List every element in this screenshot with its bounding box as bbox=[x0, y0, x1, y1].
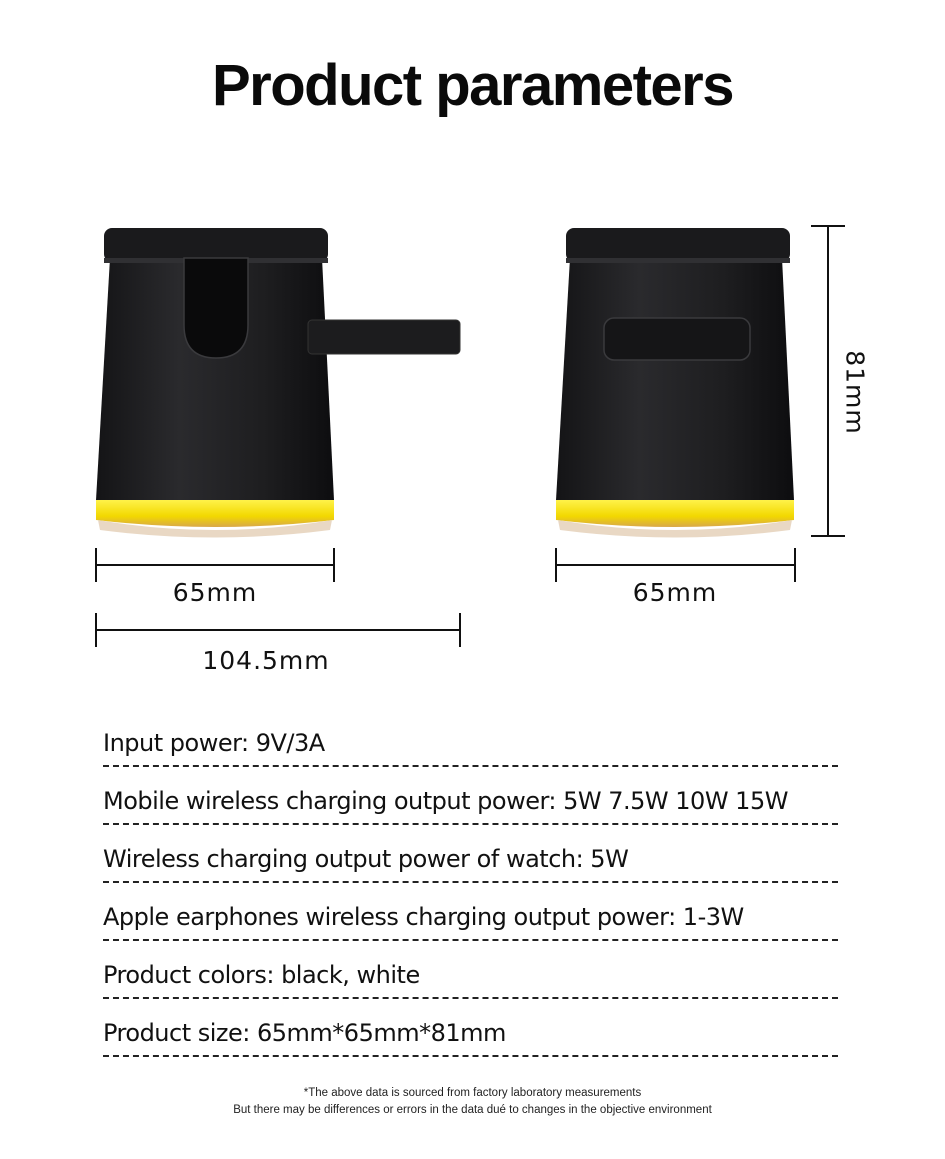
side-width-label: 65mm bbox=[632, 578, 718, 607]
spec-text: Wireless charging output power of watch: 5W bbox=[103, 845, 629, 873]
page-title: Product parameters bbox=[212, 53, 733, 118]
front-width-label: 65mm bbox=[172, 578, 258, 607]
spec-text: Apple earphones wireless charging output power: 1-3W bbox=[103, 903, 744, 931]
spec-text: Product colors: black, white bbox=[103, 961, 420, 989]
spec-row-input-power bbox=[103, 707, 838, 767]
front-view-charger bbox=[96, 228, 460, 538]
height-label: 81mm bbox=[840, 350, 870, 435]
spec-row-colors bbox=[103, 939, 838, 999]
footnote-line-2: But there may be differences or errors in the data dué to changes in the objective environment bbox=[233, 1104, 712, 1116]
spec-row-size bbox=[103, 997, 838, 1057]
spec-text: Input power: 9V/3A bbox=[103, 729, 325, 757]
spec-text: Mobile wireless charging output power: 5W 7.5W 10W 15W bbox=[103, 787, 788, 815]
footnote bbox=[0, 1085, 945, 1119]
spec-text: Product size: 65mm*65mm*81mm bbox=[103, 1019, 506, 1047]
total-width-label: 104.5mm bbox=[202, 646, 330, 675]
spec-row-mobile-output bbox=[103, 765, 838, 825]
spec-row-watch-output bbox=[103, 823, 838, 883]
footnote-line-1: *The above data is sourced from factory laboratory measurements bbox=[303, 1087, 642, 1099]
side-view-charger bbox=[556, 228, 794, 538]
spec-row-earphones-output bbox=[103, 881, 838, 941]
